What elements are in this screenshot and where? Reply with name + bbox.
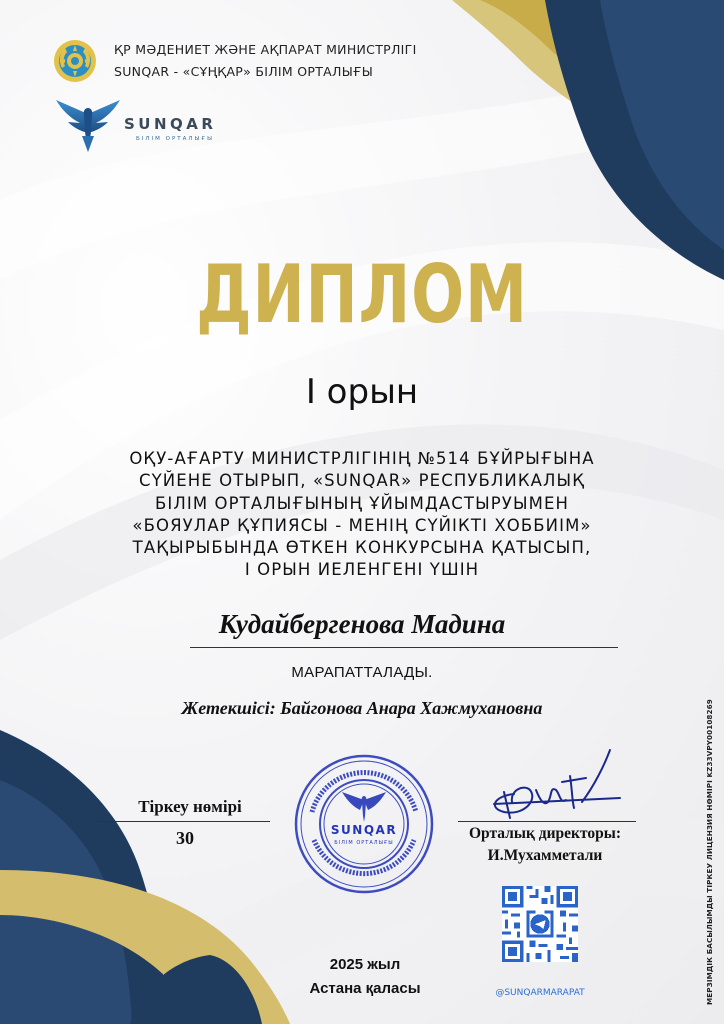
director-name: И.Мухамметали [487,847,603,864]
award-description-line: СҮЙЕНЕ ОТЫРЫП, «SUNQAR» РЕСПУБЛИКАЛЫҚ [138,471,586,491]
award-description-line: I ОРЫН ИЕЛЕНГЕНІ ҮШІН [244,560,480,580]
awarded-label: МАРАПАТТАЛАДЫ. [291,664,433,681]
issue-year: 2025 жыл [329,956,401,973]
award-description-line: ОҚУ-АҒАРТУ МИНИСТРЛІГІНІҢ №514 БҰЙРЫҒЫНА [129,449,595,468]
qr-code [502,886,578,962]
registration-underline [98,821,270,822]
registration-label: Тіркеу нөмірі [138,797,242,816]
brand-name: SUNQAR [124,115,217,133]
recipient-name: Кудайбергенова Мадина [218,609,506,639]
award-description-line: БІЛІМ ОРТАЛЫҒЫНЫҢ ҰЙЫМДАСТЫРУЫМЕН [154,493,569,513]
center-header: SUNQAR - «СҰҢҚАР» БІЛІМ ОРТАЛЫҒЫ [114,64,374,79]
state-emblem-icon [52,38,98,84]
stamp-brand: SUNQAR [330,823,398,837]
license-number: МЕРЗІМДІК БАСЫЛЫМДЫ ТІРКЕУ ЛИЦЕНЗИЯ НӨМІРІ KZ33VPY00108269 [705,699,714,1005]
recipient-underline [190,647,618,648]
ministry-header: ҚР МӘДЕНИЕТ ЖӘНЕ АҚПАРАТ МИНИСТРЛІГІ [114,42,417,57]
falcon-logo-icon [54,96,122,154]
award-description-line: «БОЯУЛАР ҚҰПИЯСЫ - МЕНІҢ СҮЙІКТІ ХОББИІМ» [132,515,592,535]
award-description [0,448,724,582]
registration-number: 30 [176,828,194,848]
signature [474,746,624,826]
brand-subtitle: БІЛІМ ОРТАЛЫҒЫ [136,136,214,142]
social-handle: @SUNQARMARAPAT [495,988,585,998]
director-title: Орталық директоры: [468,825,621,842]
supervisor-name: Жетекшісі: Байгонова Анара Хажмухановна [181,698,543,718]
place-label: I орын [305,372,419,412]
award-description-line: ТАҚЫРЫБЫНДА ӨТКЕН КОНКУРСЫНА ҚАТЫСЫП, [132,538,592,558]
diploma-title: ДИПЛОМ [196,248,528,341]
stamp-subtitle: БІЛІМ ОРТАЛЫҒЫ [334,840,394,846]
issue-city: Астана қаласы [309,980,421,997]
signature-underline [458,821,636,822]
seal-stamp [292,752,436,896]
